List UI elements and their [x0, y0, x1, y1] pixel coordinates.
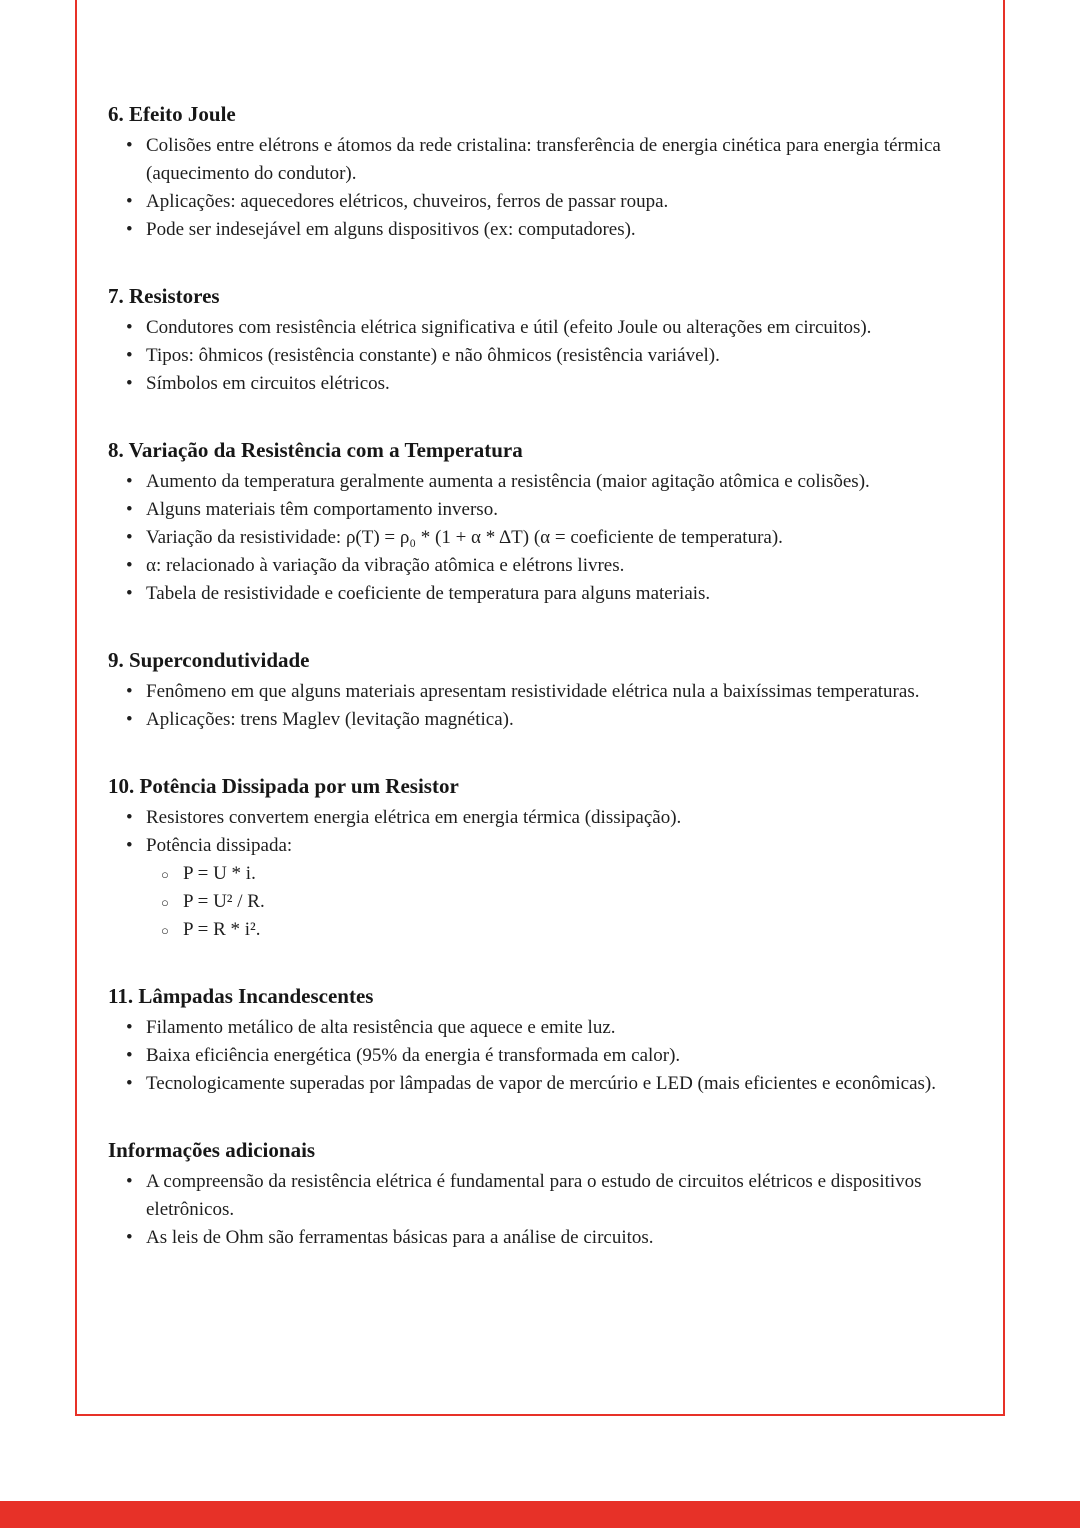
- bullet-marker: •: [126, 345, 133, 366]
- bullet-item: [126, 706, 958, 734]
- bullet-marker: •: [126, 1017, 133, 1038]
- bullet-marker: •: [126, 373, 133, 394]
- bullet-item: [126, 552, 958, 580]
- bullet-item: [126, 678, 958, 706]
- section-heading: 11. Lâmpadas Incandescentes: [108, 984, 374, 1008]
- bullet-text: Resistores convertem energia elétrica em energia térmica (dissipação).: [146, 807, 682, 828]
- bullet-text: Filamento metálico de alta resistência que aquece e emite luz.: [146, 1017, 616, 1038]
- section: [108, 772, 958, 944]
- bullet-text: Alguns materiais têm comportamento inverso.: [146, 499, 498, 520]
- bullet-marker: •: [126, 1073, 133, 1094]
- bullet-marker: •: [126, 191, 133, 212]
- bullet-marker: •: [126, 681, 133, 702]
- sub-bullet-item: [161, 860, 958, 888]
- bullet-text: A compreensão da resistência elétrica é fundamental para o estudo de circuitos elétricos e dispositivos eletrônicos.: [146, 1171, 922, 1220]
- bullet-item: [126, 1224, 958, 1252]
- bullet-text: Aumento da temperatura geralmente aumenta a resistência (maior agitação atômica e colisões).: [146, 471, 870, 492]
- sub-bullet-text: P = R * i².: [183, 919, 261, 940]
- bullet-list: [108, 1014, 958, 1098]
- sub-bullet-text: P = U² / R.: [183, 891, 265, 912]
- bullet-marker: •: [126, 1227, 133, 1248]
- section: [108, 982, 958, 1098]
- sub-bullet-item: [161, 888, 958, 916]
- bullet-item: [126, 496, 958, 524]
- bullet-text: Colisões entre elétrons e átomos da rede cristalina: transferência de energia cinética para energia térmica (aquecimento do condutor).: [146, 135, 941, 184]
- bullet-item: [126, 1070, 958, 1098]
- bullet-item: [126, 314, 958, 342]
- bullet-item: [126, 216, 958, 244]
- sub-bullet-marker: ○: [161, 923, 169, 938]
- bullet-item: [126, 342, 958, 370]
- bullet-list: [108, 132, 958, 244]
- bullet-item: [126, 832, 958, 944]
- bullet-marker: •: [126, 135, 133, 156]
- bullet-item: [126, 524, 958, 552]
- section-heading: 7. Resistores: [108, 284, 220, 308]
- bullet-marker: •: [126, 835, 133, 856]
- bullet-item: [126, 580, 958, 608]
- bullet-marker: •: [126, 583, 133, 604]
- sub-bullet-item: [161, 916, 958, 944]
- sub-bullet-list: [146, 860, 958, 944]
- bullet-list: [108, 678, 958, 734]
- section-heading: 9. Supercondutividade: [108, 648, 310, 672]
- bullet-list: [108, 468, 958, 608]
- bullet-marker: •: [126, 527, 133, 548]
- bullet-marker: •: [126, 499, 133, 520]
- section: [108, 646, 958, 734]
- bullet-text: Tecnologicamente superadas por lâmpadas de vapor de mercúrio e LED (mais eficientes e econômicas).: [146, 1073, 937, 1094]
- section-heading: 8. Variação da Resistência com a Temperatura: [108, 438, 523, 462]
- section-heading: 6. Efeito Joule: [108, 102, 236, 126]
- bullet-marker: •: [126, 1171, 133, 1192]
- section: [108, 1136, 958, 1252]
- bullet-text: Pode ser indesejável em alguns dispositivos (ex: computadores).: [146, 219, 636, 240]
- bullet-item: [126, 1168, 958, 1224]
- bottom-red-bar: [0, 1501, 1080, 1528]
- bullet-item: [126, 468, 958, 496]
- bullet-text: Baixa eficiência energética (95% da energia é transformada em calor).: [146, 1045, 681, 1066]
- section: [108, 100, 958, 244]
- section-heading: Informações adicionais: [108, 1138, 316, 1162]
- bullet-list: [108, 804, 958, 944]
- bullet-item: [126, 132, 958, 188]
- bullet-text: Variação da resistividade: ρ(T) = ρ₀ * (1 + α * ΔT) (α = coeficiente de temperatura).: [146, 527, 783, 548]
- bullet-text: Fenômeno em que alguns materiais apresentam resistividade elétrica nula a baixíssimas temperaturas.: [146, 681, 920, 702]
- bullet-text: Aplicações: aquecedores elétricos, chuveiros, ferros de passar roupa.: [146, 191, 669, 212]
- bullet-text: Tipos: ôhmicos (resistência constante) e não ôhmicos (resistência variável).: [146, 345, 720, 366]
- bullet-text: Símbolos em circuitos elétricos.: [146, 373, 390, 394]
- bullet-marker: •: [126, 807, 133, 828]
- sub-bullet-marker: ○: [161, 867, 169, 882]
- bullet-item: [126, 370, 958, 398]
- section: [108, 282, 958, 398]
- bullet-item: [126, 1014, 958, 1042]
- bullet-text: α: relacionado à variação da vibração atômica e elétrons livres.: [146, 555, 625, 576]
- bullet-text: Potência dissipada:: [146, 835, 293, 856]
- bullet-text: Condutores com resistência elétrica significativa e útil (efeito Joule ou alterações em circuitos).: [146, 317, 872, 338]
- bullet-marker: •: [126, 1045, 133, 1066]
- notes-content: [108, 100, 958, 1252]
- bullet-list: [108, 314, 958, 398]
- bullet-marker: •: [126, 471, 133, 492]
- section-heading: 10. Potência Dissipada por um Resistor: [108, 774, 459, 798]
- bullet-item: [126, 804, 958, 832]
- bullet-marker: •: [126, 555, 133, 576]
- bullet-item: [126, 1042, 958, 1070]
- sub-bullet-text: P = U * i.: [183, 863, 256, 884]
- bullet-list: [108, 1168, 958, 1252]
- bullet-marker: •: [126, 219, 133, 240]
- bullet-text: Aplicações: trens Maglev (levitação magnética).: [146, 709, 514, 730]
- bullet-text: Tabela de resistividade e coeficiente de temperatura para alguns materiais.: [146, 583, 711, 604]
- sub-bullet-marker: ○: [161, 895, 169, 910]
- section: [108, 436, 958, 608]
- bullet-marker: •: [126, 709, 133, 730]
- bullet-text: As leis de Ohm são ferramentas básicas para a análise de circuitos.: [146, 1227, 654, 1248]
- bullet-item: [126, 188, 958, 216]
- bullet-marker: •: [126, 317, 133, 338]
